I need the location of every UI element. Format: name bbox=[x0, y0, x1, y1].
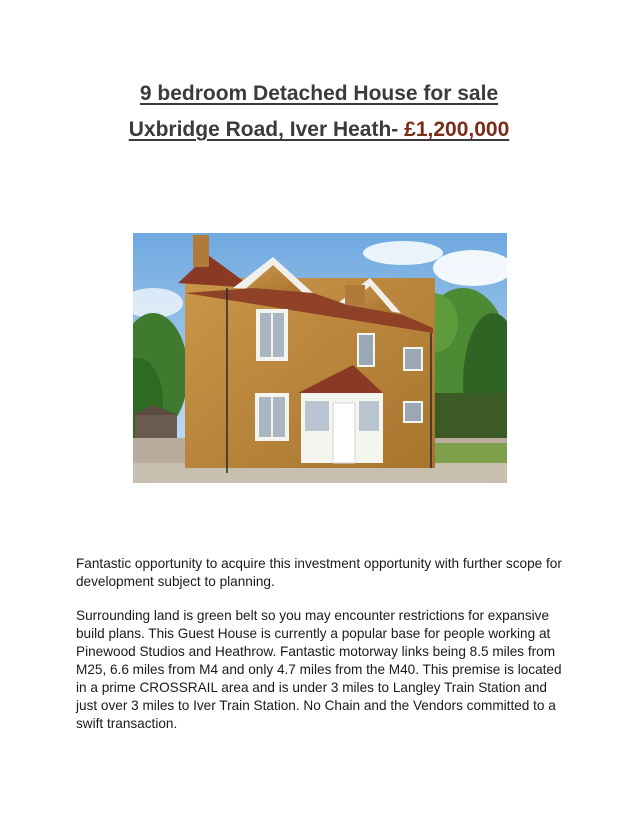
description-paragraph-1: Fantastic opportunity to acquire this investment opportunity with further scope for development subject to planning. bbox=[76, 556, 562, 589]
listing-price: £1,200,000 bbox=[404, 118, 510, 141]
listing-title-text: 9 bedroom Detached House for sale bbox=[139, 82, 499, 105]
listing-title bbox=[0, 79, 638, 109]
listing-address-price bbox=[0, 115, 638, 145]
description-paragraph-2: Surrounding land is green belt so you may encounter restrictions for expansive build plans. This Guest House is currently a popular base for people working at Pinewood Studios and Heathrow. Fantastic motorway links being 8.5 miles from M25, 6.6 miles from M4 and only 4.7 miles from the M40. This premise is located in a prime CROSSRAIL area and is under 3 miles to Langley Train Station and just over 3 miles to Iver Train Station. No Chain and the Vendors committed to a swift transaction. bbox=[76, 608, 562, 731]
listing-address: Uxbridge Road, Iver Heath- bbox=[128, 118, 405, 141]
house-photo bbox=[133, 233, 507, 483]
